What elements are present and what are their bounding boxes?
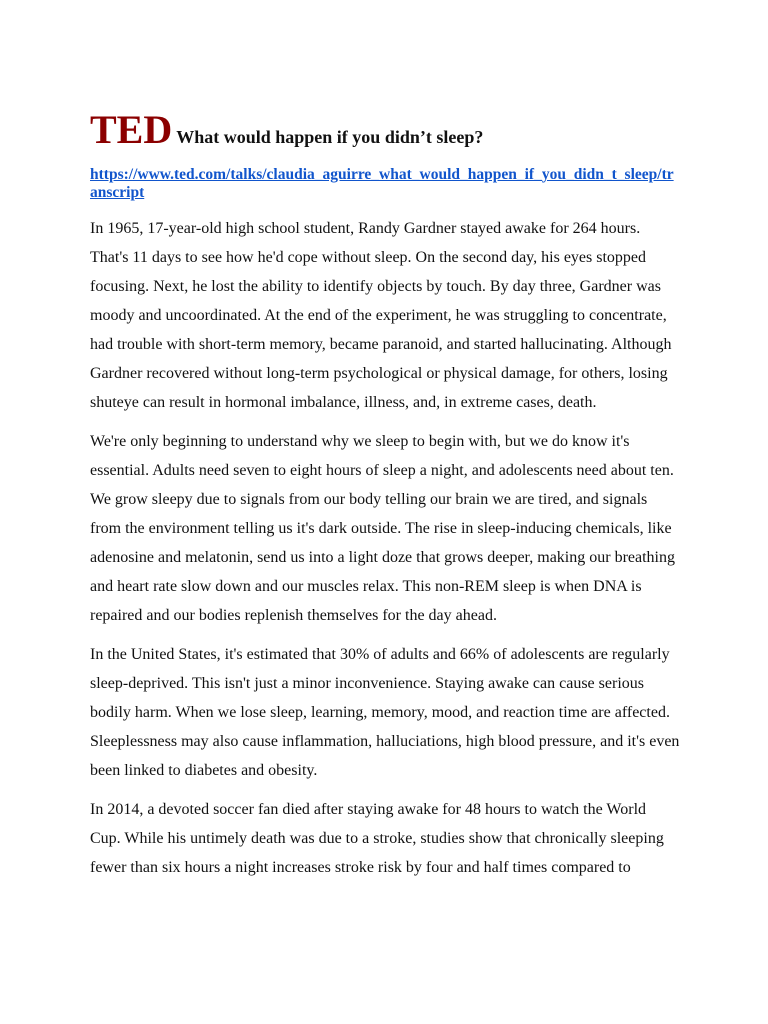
title-row [90, 108, 680, 152]
paragraph-4: In 2014, a devoted soccer fan died after staying awake for 48 hours to watch the World Cup. While his untimely death was due to a stroke, studies show that chronically sleeping fewer than six hours a night increases stroke risk by four and half times compared to [90, 801, 664, 876]
paragraph-2: We're only beginning to understand why we sleep to begin with, but we do know it's essential. Adults need seven to eight hours of sleep a night, and adolescents need about ten. We grow sleepy due to signals from our body telling our brain we are tired, and signals from the environment telling us it's dark outside. The rise in sleep-inducing chemicals, like adenosine and melatonin, send us into a light doze that grows deeper, making our breathing and heart rate slow down and our muscles relax. This non-REM sleep is when DNA is repaired and our bodies replenish themselves for the day ahead. [90, 433, 675, 624]
ted-logo: TED [90, 107, 173, 152]
document-page [90, 108, 680, 882]
page-title: What would happen if you didn’t sleep? [176, 127, 484, 147]
body-text [90, 214, 680, 882]
paragraph-3: In the United States, it's estimated that 30% of adults and 66% of adolescents are regularly sleep-deprived. This isn't just a minor inconvenience. Staying awake can cause serious bodily harm. When we lose sleep, learning, memory, mood, and reaction time are affected. Sleeplessness may also cause inflammation, halluciations, high blood pressure, and it's even been linked to diabetes and obesity. [90, 646, 680, 779]
paragraph-1: In 1965, 17-year-old high school student, Randy Gardner stayed awake for 264 hours. That's 11 days to see how he'd cope without sleep. On the second day, his eyes stopped focusing. Next, he lost the ability to identify objects by touch. By day three, Gardner was moody and uncoordinated. At the end of the experiment, he was struggling to concentrate, had trouble with short-term memory, became paranoid, and started hallucinating. Although Gardner recovered without long-term psychological or physical damage, for others, losing shuteye can result in hormonal imbalance, illness, and, in extreme cases, death. [90, 220, 672, 411]
transcript-link[interactable]: https://www.ted.com/talks/claudia_aguirre_what_would_happen_if_you_didn_t_sleep/transcript [90, 166, 674, 201]
